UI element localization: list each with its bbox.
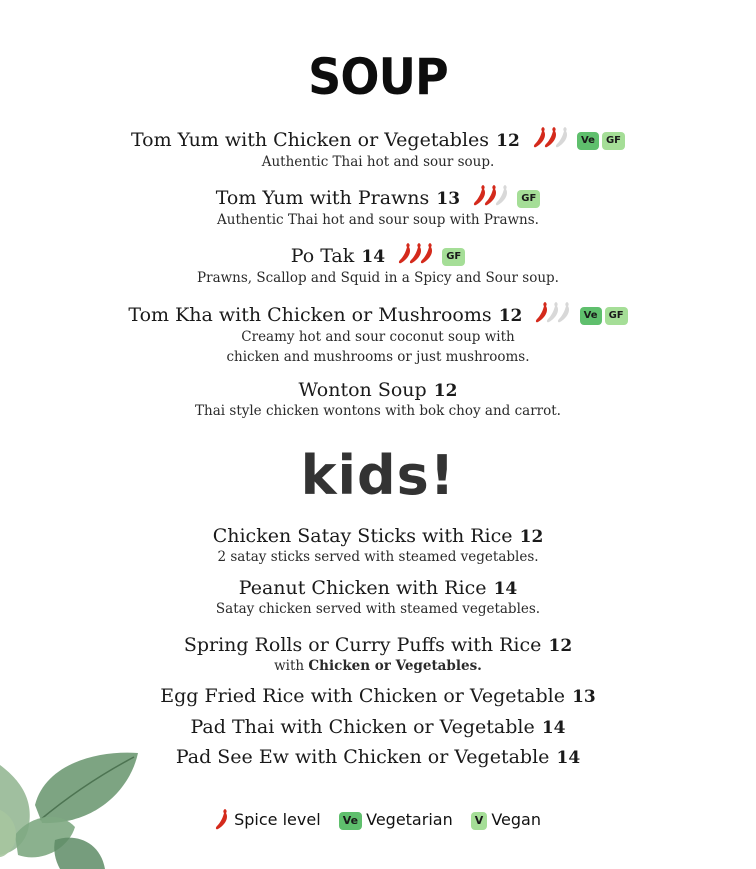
chili-filled-icon <box>545 127 556 147</box>
description-prefix: with <box>274 658 305 674</box>
item-description: Satay chicken served with steamed vegetables. <box>215 601 541 617</box>
chili-empty-icon <box>496 185 507 205</box>
item-price: 12 <box>519 527 544 547</box>
item-name: Tom Kha with Chicken or Mushrooms <box>128 304 492 326</box>
chili-empty-icon <box>547 302 558 322</box>
menu-item <box>0 716 756 738</box>
item-name: Spring Rolls or Curry Puffs with Rice <box>183 634 542 656</box>
item-name: Po Tak <box>290 245 355 267</box>
chili-filled-icon <box>485 185 496 205</box>
chili-filled-icon <box>410 243 421 263</box>
chili-empty-icon <box>556 127 567 147</box>
item-description: Creamy hot and sour coconut soup with <box>241 329 515 345</box>
item-name: Chicken Satay Sticks with Rice <box>212 525 513 547</box>
item-price: 12 <box>433 381 458 401</box>
soup-heading: SOUP <box>308 48 448 106</box>
legend-vegan-label: Vegan <box>491 810 541 829</box>
item-price: 14 <box>493 579 518 599</box>
chili-icons <box>535 301 571 323</box>
chili-empty-icon <box>558 302 569 322</box>
item-name: Egg Fried Rice with Chicken or Vegetable <box>160 685 565 707</box>
item-price: 13 <box>436 189 461 209</box>
item-description: Thai style chicken wontons with bok choy and carrot. <box>195 403 561 419</box>
item-description <box>0 656 756 676</box>
item-description: chicken and mushrooms or just mushrooms. <box>226 349 530 365</box>
item-description: Authentic Thai hot and sour soup. <box>261 154 495 170</box>
gluten-free-badge: GF <box>442 248 465 266</box>
menu-item <box>0 525 756 567</box>
chili-filled-icon <box>536 302 547 322</box>
item-name: Tom Yum with Prawns <box>215 187 430 209</box>
item-price: 12 <box>548 636 573 656</box>
item-description: Authentic Thai hot and sour soup with Prawns. <box>217 212 539 228</box>
legend <box>0 808 756 830</box>
leaf-decoration <box>0 745 145 869</box>
chili-filled-icon <box>534 127 545 147</box>
item-price: 12 <box>498 306 523 326</box>
menu-item <box>0 577 756 619</box>
item-price: 12 <box>496 131 520 151</box>
vegetarian-badge: Ve <box>339 812 362 830</box>
legend-vegetarian-label: Vegetarian <box>366 810 453 829</box>
chili-icons <box>473 184 509 206</box>
item-name: Tom Yum with Chicken or Vegetables <box>130 129 490 151</box>
chili-filled-icon <box>421 243 432 263</box>
vegetarian-badge: Ve <box>580 307 602 325</box>
menu-item <box>0 242 756 288</box>
item-price: 14 <box>556 748 581 768</box>
gluten-free-badge: GF <box>517 190 540 208</box>
chili-filled-icon <box>399 243 410 263</box>
item-name: Wonton Soup <box>298 379 427 401</box>
chili-icon <box>215 808 229 830</box>
menu-item <box>0 634 756 676</box>
item-name: Pad See Ew with Chicken or Vegetable <box>175 746 550 768</box>
menu-item <box>0 126 756 172</box>
menu-item <box>0 685 756 707</box>
item-name: Peanut Chicken with Rice <box>238 577 487 599</box>
chili-filled-icon <box>474 185 485 205</box>
item-description: 2 satay sticks served with steamed vegetables. <box>217 549 539 565</box>
legend-vegan <box>468 810 541 830</box>
item-price: 14 <box>541 718 566 738</box>
spice-level-indicator <box>535 301 571 327</box>
item-price: 13 <box>572 687 596 707</box>
gluten-free-badge: GF <box>605 307 628 325</box>
item-price: 14 <box>361 247 386 267</box>
legend-vegetarian <box>336 810 453 830</box>
chili-icons <box>398 242 434 264</box>
menu-item <box>0 301 756 367</box>
item-name: Pad Thai with Chicken or Vegetable <box>190 716 535 738</box>
description-highlight: Chicken or Vegetables. <box>308 658 482 674</box>
vegetarian-badge: Ve <box>577 132 599 150</box>
chili-icons <box>533 126 569 148</box>
gluten-free-badge: GF <box>602 132 625 150</box>
item-description: Prawns, Scallop and Squid in a Spicy and Sour soup. <box>197 270 559 286</box>
menu-item <box>0 184 756 230</box>
spice-level-indicator <box>533 126 569 152</box>
legend-spice <box>215 808 321 830</box>
kids-heading: kids! <box>300 444 456 507</box>
spice-level-indicator <box>473 184 509 210</box>
vegan-badge: V <box>471 812 488 830</box>
menu-item <box>0 379 756 421</box>
spice-level-indicator <box>398 242 434 268</box>
legend-spice-label: Spice level <box>234 810 321 829</box>
